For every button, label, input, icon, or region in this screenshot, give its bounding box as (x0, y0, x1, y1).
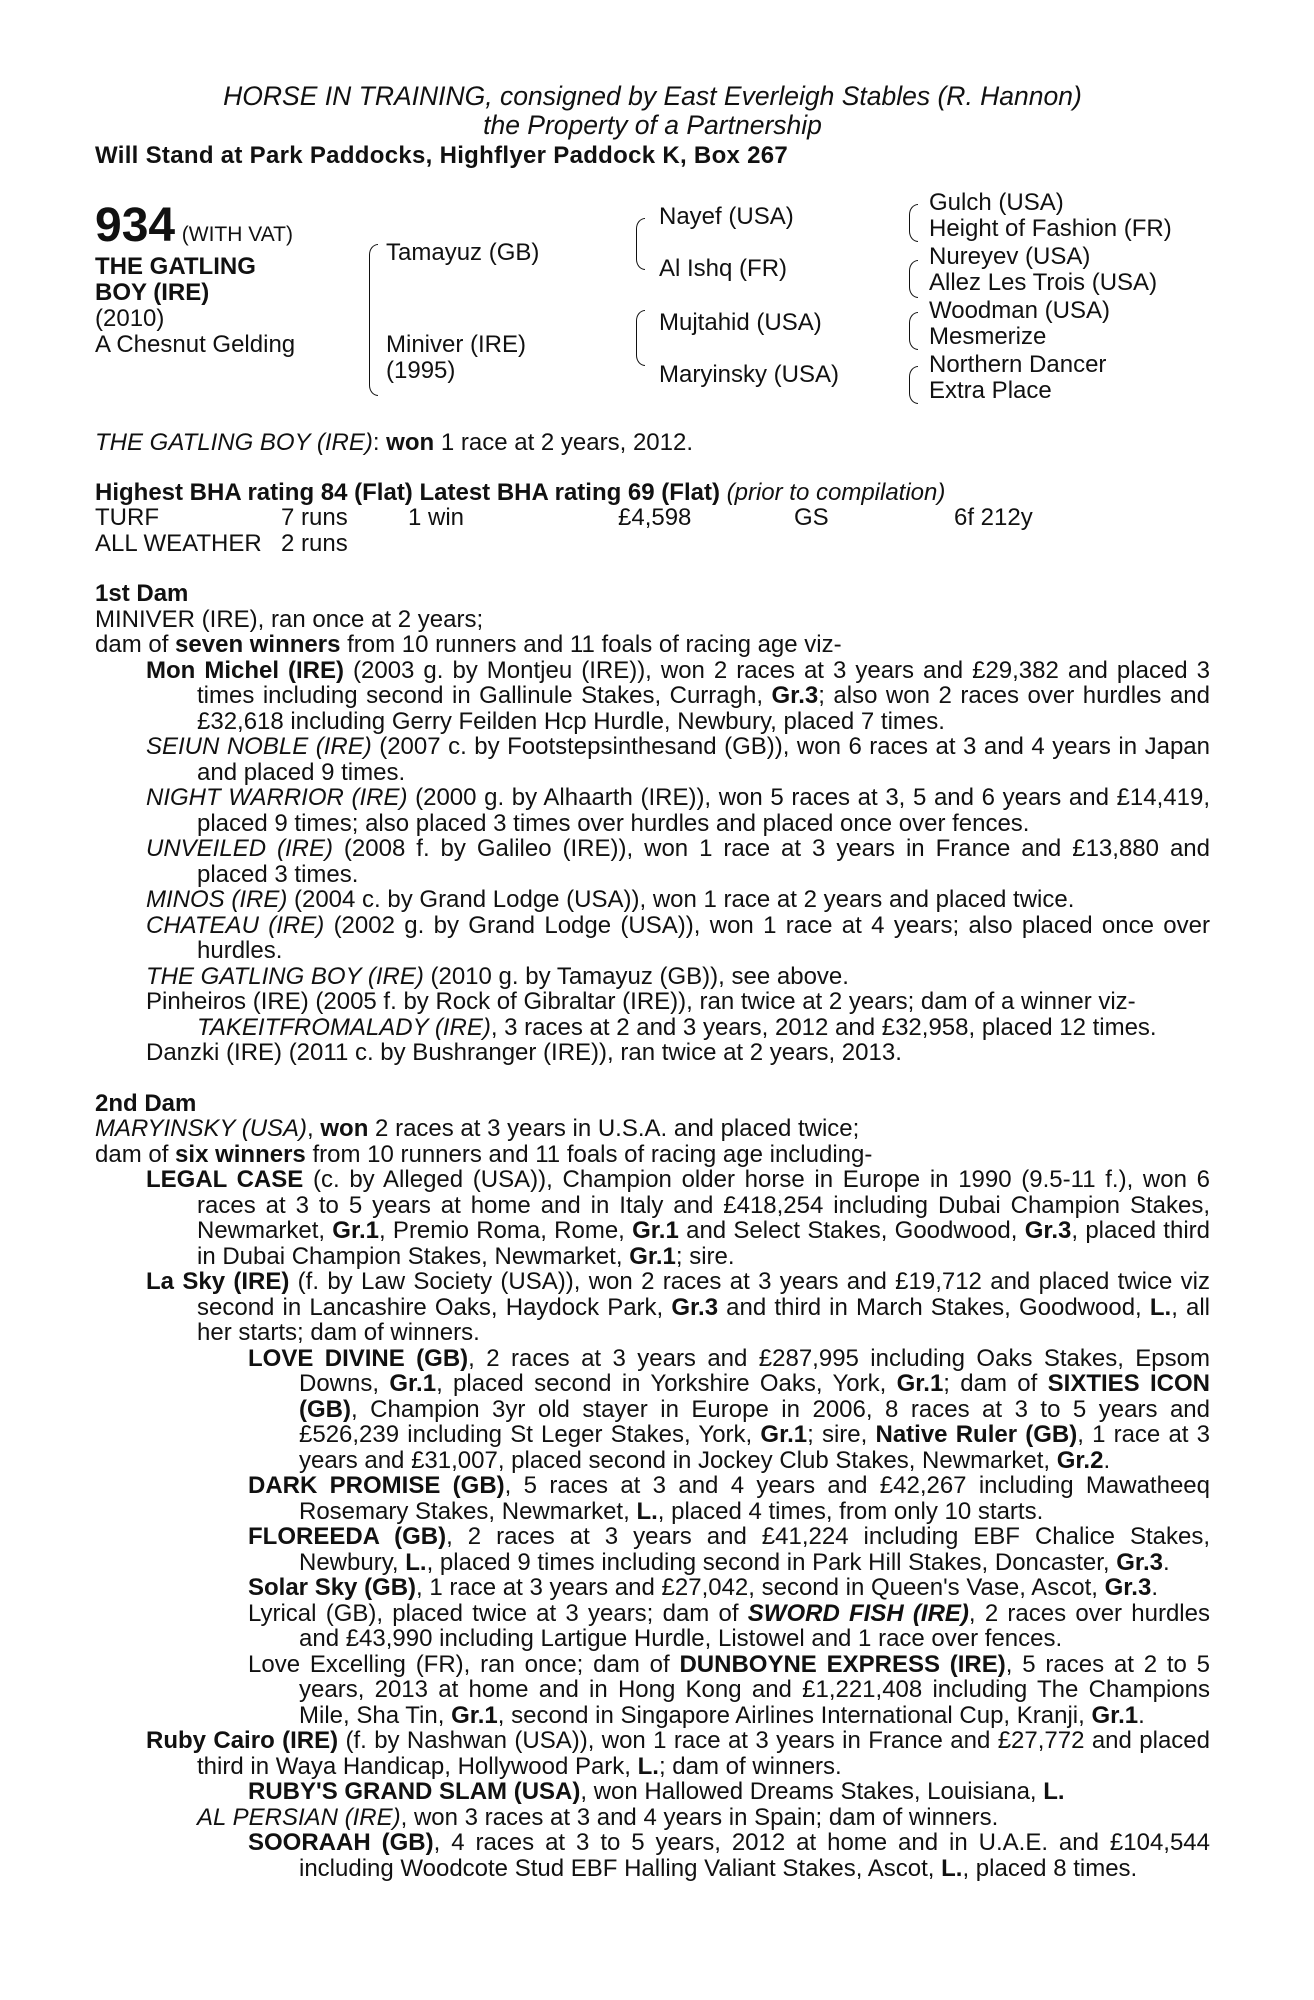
text-run: , all her starts; dam of winners. (197, 1293, 1210, 1346)
text-run: , placed 4 times, from only 10 starts. (657, 1497, 1044, 1525)
produce-entry (146, 785, 1210, 836)
text-run: Gr.1 (451, 1701, 498, 1729)
stats-cell: ALL WEATHER (95, 529, 262, 557)
text-run: . (1138, 1701, 1145, 1729)
pedigree-dam-sire: Mujtahid (USA) (659, 309, 822, 336)
text-run: Gr.1 (760, 1421, 808, 1448)
pedigree-dam: Miniver (IRE) (386, 331, 527, 358)
text-run: Gr.3 (1116, 1548, 1163, 1576)
text: , 3 races at 2 and 3 years, 2012 and £32,958, placed 12 times. (490, 1013, 1157, 1041)
first-dam-heading: 1st Dam (95, 580, 189, 607)
text: dam of (95, 631, 176, 658)
stats-cell: TURF (95, 504, 159, 531)
produce-subentry (248, 1524, 1210, 1575)
text: 2 races at 3 years in U.S.A. and placed twice; (368, 1115, 860, 1142)
sire-line-brace (636, 218, 645, 270)
text-run: AL PERSIAN (IRE) (197, 1803, 401, 1831)
text: (2002 g. by Grand Lodge (USA)), won 1 race at 4 years; also placed once over hurdles. (197, 911, 1210, 964)
stats-cell: 7 runs (281, 504, 348, 531)
text-run: SIXTIES ICON (GB) (299, 1370, 1210, 1423)
winners-count: six winners (175, 1140, 306, 1168)
pedigree-gen3-2: Height of Fashion (FR) (929, 215, 1172, 242)
text: Pinheiros (IRE) (2005 f. by Rock of Gibraltar (IRE)), ran twice at 2 years; dam of a winner viz- (146, 988, 1136, 1015)
dam-name: MARYINSKY (USA) (95, 1115, 308, 1142)
stand-location: Will Stand at Park Paddocks, Highflyer Paddock K, Box 267 (95, 142, 789, 169)
produce-name: THE GATLING BOY (IRE) (146, 962, 424, 990)
text-run: , placed 9 times including second in Park Hill Stakes, Doncaster, (426, 1548, 1117, 1576)
second-dam-line1 (95, 1116, 1210, 1142)
stats-cell: GS (794, 504, 829, 531)
pedigree-sire-sire: Nayef (USA) (659, 203, 794, 230)
text-run: L. (636, 1497, 658, 1525)
text: from 10 runners and 11 foals of racing age including- (305, 1140, 873, 1168)
text-run: (c. by Alleged (USA)), Champion older horse in Europe in 1990 (9.5-11 f.), won 6 races at 3 to 5 years at home and in Italy and £418,254 including Dubai Champion Stakes, Newmarket, (197, 1166, 1211, 1244)
text: from 10 runners and 11 foals of racing age viz- (340, 631, 842, 658)
produce-subentry (248, 1575, 1210, 1601)
text-run: Gr.1 (629, 1242, 676, 1270)
text-run: FLOREEDA (GB) (248, 1523, 447, 1550)
text-run: ; sire, (807, 1421, 876, 1448)
produce-name: CHATEAU (IRE) (146, 911, 325, 939)
stats-cell: 2 runs (281, 529, 348, 557)
text-run: , 1 race at 3 years and £27,042, second in Queen's Vase, Ascot, (416, 1574, 1105, 1601)
text-run: Solar Sky (GB) (248, 1574, 417, 1601)
first-dam-line1: MINIVER (IRE), ran once at 2 years; (95, 605, 484, 633)
horse-name-line1: THE GATLING (95, 253, 256, 280)
text-run: , placed 8 times. (962, 1854, 1138, 1882)
stats-cell: 6f 212y (954, 504, 1033, 531)
text-run: , 4 races at 3 to 5 years, 2012 at home and in U.A.E. and £104,544 including Woodcote Stud EBF Halling Valiant Stakes, Ascot, (299, 1829, 1210, 1882)
produce-entry (146, 1728, 1210, 1779)
produce-subentry (248, 1830, 1210, 1881)
pedigree-dam-dam: Maryinsky (USA) (659, 361, 840, 388)
produce-entry (197, 1805, 1210, 1831)
text-run: , Premio Roma, Rome, (379, 1217, 633, 1244)
stats-row-turf (95, 505, 1033, 531)
text-run: , 1 race at 3 years and £31,007, placed second in Jockey Club Stakes, Newmarket, (299, 1421, 1211, 1474)
produce-entry (146, 989, 1210, 1015)
stats-table (95, 505, 1033, 556)
text-run: (f. by Nashwan (USA)), won 1 race at 3 years in France and £27,772 and placed third in Waya Handicap, Hollywood Park, (197, 1727, 1210, 1780)
text-run: Gr.1 (389, 1370, 437, 1397)
pedigree-gen3-8: Extra Place (929, 377, 1052, 404)
produce-subentry (248, 1601, 1210, 1652)
pedigree-gen3-4: Allez Les Trois (USA) (929, 269, 1158, 296)
text-run: , placed second in Yorkshire Oaks, York, (436, 1370, 897, 1397)
lot-number-line (95, 199, 293, 252)
produce-name: UNVEILED (IRE) (146, 835, 333, 862)
catalogue-page (95, 82, 1210, 1881)
text-run: Gr.1 (896, 1370, 944, 1397)
produce-subentry (248, 1652, 1210, 1729)
text-run: Gr.1 (632, 1217, 679, 1244)
pedigree-dam-year: (1995) (386, 357, 456, 384)
text: (2000 g. by Alhaarth (IRE)), won 5 races at 3, 5 and 6 years and £14,419, placed 9 times; also placed 3 times over hurdles and placed once over fences. (197, 784, 1211, 837)
stats-cell: 1 win (408, 504, 465, 531)
pedigree-sire-dam: Al Ishq (FR) (659, 255, 788, 282)
horse-description: A Chesnut Gelding (95, 331, 296, 358)
produce-entry (146, 913, 1210, 964)
produce-entry (146, 734, 1210, 785)
text-run: L. (637, 1752, 659, 1780)
text: Danzki (IRE) (2011 c. by Bushranger (IRE)), ran twice at 2 years, 2013. (146, 1039, 902, 1066)
produce-name: NIGHT WARRIOR (IRE) (146, 784, 408, 811)
text-run: ; dam of (943, 1370, 1048, 1397)
produce-name: SEIUN NOBLE (IRE) (146, 733, 372, 760)
text-run: DUNBOYNE EXPRESS (IRE) (679, 1650, 1006, 1678)
text-run: , 2 races at 3 years and £41,224 including EBF Chalice Stakes, Newbury, (299, 1523, 1211, 1576)
text-run: Ruby Cairo (IRE) (146, 1727, 339, 1754)
dam-line-brace (636, 310, 645, 366)
text-run: Gr.3 (1024, 1217, 1072, 1244)
produce-name: MINOS (IRE) (146, 886, 288, 913)
second-dam-line2 (95, 1142, 1210, 1168)
text-run: Lyrical (GB), placed twice at 3 years; dam of (248, 1599, 748, 1627)
produce-subentry (197, 1015, 1210, 1041)
text-run: SOORAAH (GB) (248, 1829, 434, 1856)
gen3-brace-3 (909, 312, 918, 350)
rating-note: (prior to compilation) (726, 478, 946, 506)
pedigree-gen3-3: Nureyev (USA) (929, 243, 1091, 270)
record-horse: THE GATLING BOY (IRE) (95, 429, 373, 456)
grade: Gr.3 (771, 682, 819, 709)
text: (2008 f. by Galileo (IRE)), won 1 race at 3 years in France and £13,880 and placed 3 times. (197, 835, 1210, 888)
text-run: L. (941, 1854, 963, 1882)
produce-subentry (248, 1779, 1210, 1805)
text-run: . (1103, 1446, 1111, 1474)
produce-entry (146, 1167, 1210, 1269)
text: (2007 c. by Footstepsinthesand (GB)), won 6 races at 3 and 4 years in Japan and placed 9 times. (197, 733, 1210, 786)
text-run: RUBY'S GRAND SLAM (USA) (248, 1778, 581, 1805)
property-line: the Property of a Partnership (483, 110, 822, 140)
stats-row-aw (95, 531, 1033, 557)
text: dam of (95, 1140, 176, 1168)
text-run: Gr.2 (1056, 1446, 1104, 1474)
text-run: and third in March Stakes, Goodwood, (718, 1293, 1150, 1321)
gen3-brace-2 (909, 260, 918, 298)
text-run: ; sire. (675, 1242, 735, 1270)
produce-entry (146, 1269, 1210, 1346)
pedigree-gen3-6: Mesmerize (929, 323, 1047, 350)
text-run: Love Excelling (FR), ran once; dam of (248, 1650, 680, 1678)
produce-entry (146, 836, 1210, 887)
race-record (95, 430, 1210, 456)
text-run: , 2 races over hurdles and £43,990 including Lartigue Hurdle, Listowel and 1 race over fences. (299, 1599, 1210, 1652)
text-run: L. (405, 1548, 427, 1576)
second-dam-section (95, 1091, 1210, 1882)
text-run: , won 3 races at 3 and 4 years in Spain; dam of winners. (400, 1803, 999, 1831)
text-run: Gr.3 (671, 1293, 719, 1321)
text-run: La Sky (IRE) (146, 1268, 290, 1295)
text-run: , 2 races at 3 years and £287,995 including Oaks Stakes, Epsom Downs, (299, 1344, 1210, 1397)
produce-entry (146, 887, 1210, 913)
record-text: 1 race at 2 years, 2012. (440, 429, 693, 456)
horse-name-line2: BOY (IRE) (95, 279, 210, 306)
text-run: L. (1149, 1293, 1172, 1321)
gen3-brace-1 (909, 204, 918, 242)
winners-count: seven winners (175, 631, 341, 658)
second-dam-heading: 2nd Dam (95, 1089, 197, 1117)
text-run: , 5 races at 2 to 5 years, 2013 at home and in Hong Kong and £1,221,408 including The Champions Mile, Sha Tin, (299, 1650, 1211, 1729)
text-run: LEGAL CASE (146, 1166, 304, 1193)
pedigree-gen3-5: Woodman (USA) (929, 297, 1110, 324)
rating-line (95, 480, 1210, 506)
text-run: LOVE DIVINE (GB) (248, 1344, 469, 1372)
stats-cell: £4,598 (618, 504, 692, 531)
produce-subentry (248, 1346, 1210, 1474)
text: (2004 c. by Grand Lodge (USA)), won 1 race at 2 years and placed twice. (287, 886, 1075, 913)
rating-bold: Highest BHA rating 84 (Flat) Latest BHA rating 69 (Flat) (95, 478, 720, 506)
text-run: DARK PROMISE (GB) (248, 1472, 505, 1499)
text-run: . (1151, 1574, 1158, 1601)
pedigree-sire: Tamayuz (GB) (386, 239, 540, 266)
gen3-brace-4 (909, 366, 918, 404)
text-run: and Select Stakes, Goodwood, (678, 1217, 1025, 1244)
produce-name: TAKEITFROMALADY (IRE) (197, 1013, 491, 1041)
text: (2003 g. by Montjeu (IRE)), won 2 races at 3 years and £29,382 and placed 3 times including second in Gallinule Stakes, Curragh, (197, 656, 1210, 709)
text-run: , 5 races at 3 and 4 years and £42,267 including Mawatheeq Rosemary Stakes, Newmarket, (299, 1472, 1210, 1525)
text-run: , Champion 3yr old stayer in Europe in 2006, 8 races at 3 to 5 years and £526,239 including St Leger Stakes, York, (299, 1395, 1210, 1448)
text: (2010 g. by Tamayuz (GB)), see above. (423, 962, 849, 990)
pedigree-block (95, 189, 1210, 430)
won: won (320, 1115, 369, 1142)
text-run: SWORD FISH (IRE) (747, 1599, 969, 1627)
text-run: , won Hallowed Dreams Stakes, Louisiana, (580, 1778, 1044, 1805)
first-dam-section (95, 581, 1210, 1066)
produce-entry (146, 1040, 1210, 1066)
pedigree-gen3-1: Gulch (USA) (929, 189, 1064, 216)
text-run: , placed third in Dubai Champion Stakes, Newmarket, (197, 1217, 1210, 1270)
text-run: , second in Singapore Airlines International Cup, Kranji, (497, 1701, 1092, 1729)
sire-dam-brace (369, 244, 378, 396)
produce-entry (146, 658, 1210, 735)
text-run: Native Ruler (GB) (875, 1421, 1078, 1448)
record-won: won (386, 429, 435, 456)
record-sep: : (372, 429, 380, 456)
produce-name: Mon Michel (IRE) (146, 656, 345, 684)
text: ; also won 2 races over hurdles and £32,618 including Gerry Feilden Hcp Hurdle, Newbury, placed 7 times. (197, 682, 1210, 735)
vat-note: (WITH VAT) (181, 223, 293, 246)
produce-subentry (248, 1473, 1210, 1524)
text-run: . (1162, 1548, 1170, 1576)
text-run: Gr.1 (1091, 1701, 1139, 1729)
text-run: L. (1043, 1778, 1065, 1805)
text-run: (f. by Law Society (USA)), won 2 races at 3 years and £19,712 and placed twice viz second in Lancashire Oaks, Haydock Park, (197, 1268, 1210, 1321)
pedigree-gen3-7: Northern Dancer (929, 351, 1107, 378)
text-run: Gr.1 (332, 1217, 379, 1244)
text-run: Gr.3 (1104, 1574, 1152, 1601)
lot-number: 934 (95, 199, 176, 252)
first-dam-line2 (95, 632, 1210, 658)
foaling-year: (2010) (95, 305, 165, 332)
text: , (307, 1115, 321, 1142)
produce-entry (146, 964, 1210, 990)
consignor-line: HORSE IN TRAINING, consigned by East Everleigh Stables (R. Hannon) (223, 81, 1082, 111)
text-run: ; dam of winners. (658, 1752, 842, 1780)
